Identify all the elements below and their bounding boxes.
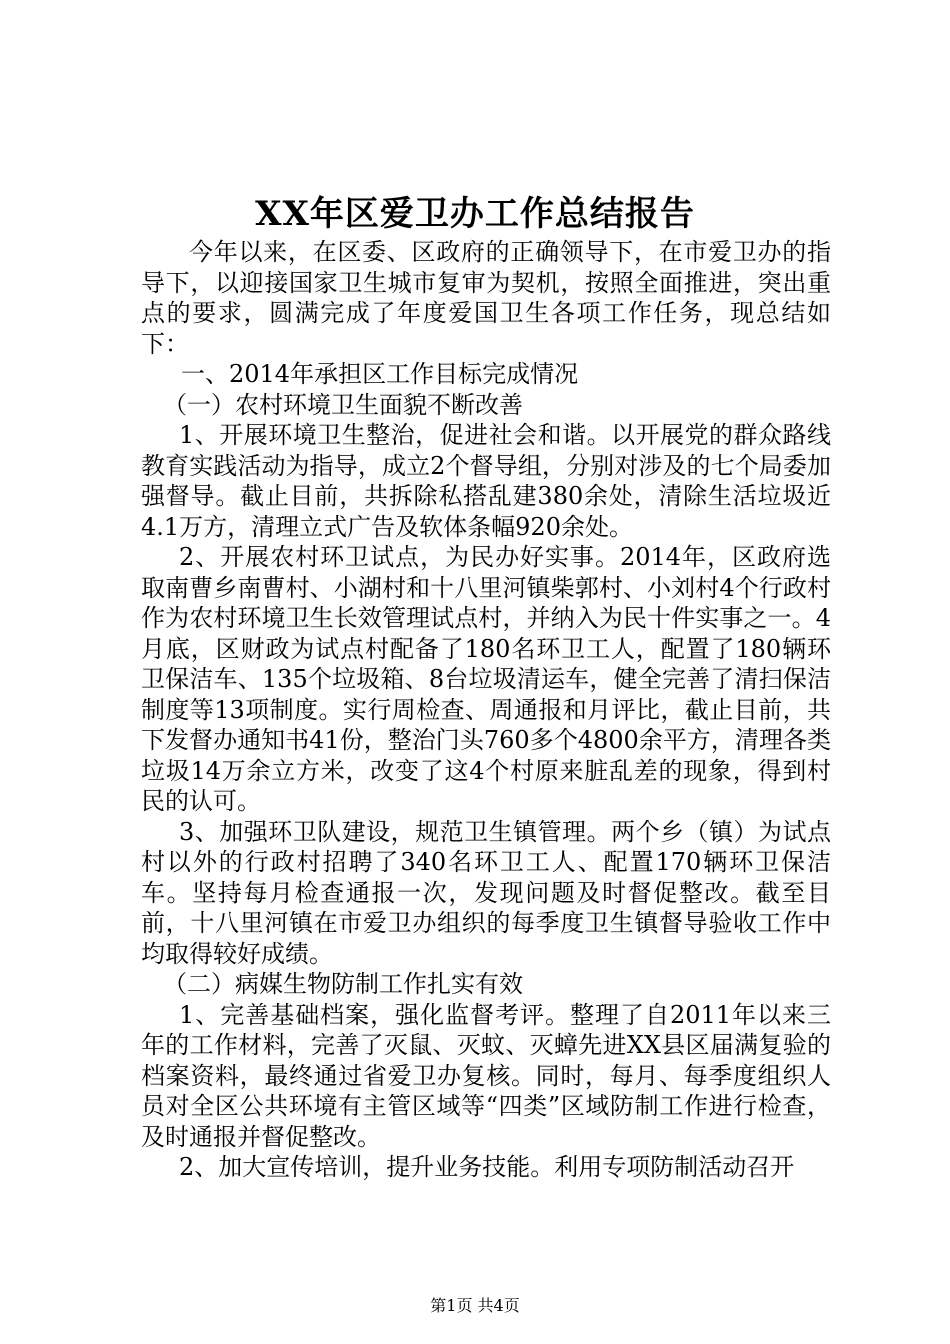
subsection-heading: （一）农村环境卫生面貌不断改善: [163, 390, 523, 419]
body-paragraph: 1、开展环境卫生整治，促进社会和谐。以开展党的群众路线教育实践活动为指导，成立2个督导组，分别对涉及的七个局委加强督导。截止目前，共拆除私搭乱建380余处，清除生活垃圾近4.1万方，清理立式广告及软体条幅920余处。: [141, 421, 831, 541]
intro-paragraph: 今年以来，在区委、区政府的正确领导下，在市爱卫办的指导下，以迎接国家卫生城市复审为契机，按照全面推进，突出重点的要求，圆满完成了年度爱国卫生各项工作任务，现总结如下：: [141, 238, 831, 358]
document-title: XX年区爱卫办工作总结报告: [255, 194, 695, 234]
section-heading: 一、2014年承担区工作目标完成情况: [181, 360, 579, 388]
subsection-heading: （二）病媒生物防制工作扎实有效: [163, 970, 523, 998]
body-paragraph: 2、加大宣传培训，提升业务技能。利用专项防制活动召开: [179, 1153, 795, 1181]
document-body: [141, 237, 831, 1183]
body-paragraph: 2、开展农村环卫试点，为民办好实事。2014年，区政府选取南曹乡南曹村、小湖村和十八里河镇柴郭村、小刘村4个行政村作为农村环境卫生长效管理试点村，并纳入为民十件实事之一。4月底，区财政为试点村配备了180名环卫工人，配置了180辆环卫保洁车、135个垃圾箱、8台垃圾清运车，健全完善了清扫保洁制度等13项制度。实行周检查、周通报和月评比，截止目前，共下发督办通知书41份，整治门头760多个4800余平方，清理各类垃圾14万余立方米，改变了这4个村原来脏乱差的现象，得到村民的认可。: [141, 543, 831, 815]
body-paragraph: 1、完善基础档案，强化监督考评。整理了自2011年以来三年的工作材料，完善了灭鼠、灭蚊、灭蟑先进XX县区届满复验的档案资料，最终通过省爱卫办复核。同时，每月、每季度组织人员对全区公共环境有主管区域等“四类”区域防制工作进行检查，及时通报并督促整改。: [141, 1000, 831, 1151]
body-paragraph: 3、加强环卫队建设，规范卫生镇管理。两个乡（镇）为试点村以外的行政村招聘了340名环卫工人、配置170辆环卫保洁车。坚持每月检查通报一次，发现问题及时督促整改。截至目前，十八里河镇在市爱卫办组织的每季度卫生镇督导验收工作中均取得较好成绩。: [141, 817, 831, 968]
page-number-footer: 第1页 共4页: [430, 1296, 520, 1315]
